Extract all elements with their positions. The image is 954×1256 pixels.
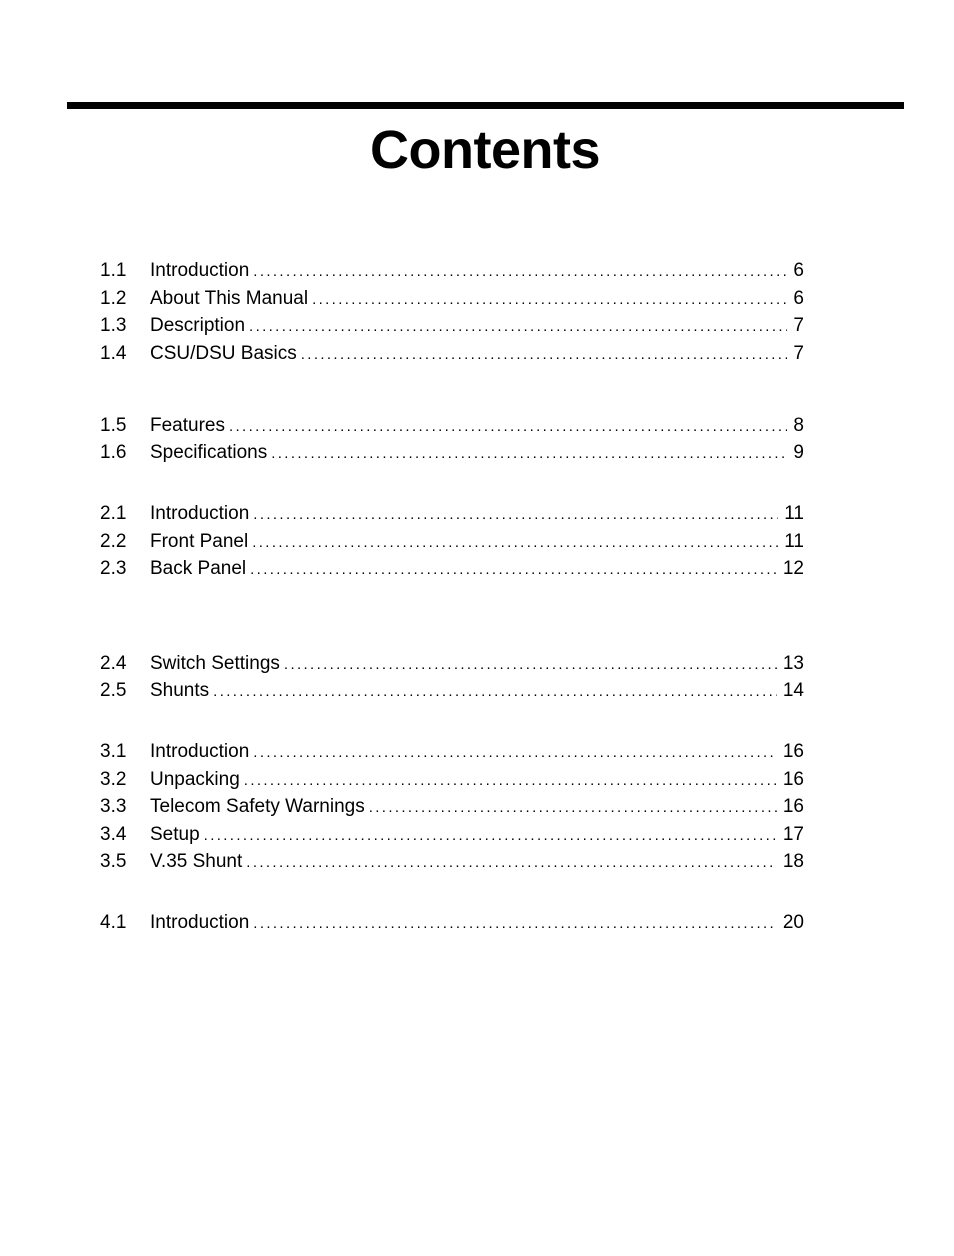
toc-dot-leader — [369, 796, 777, 820]
toc-page-number: 18 — [782, 851, 804, 872]
toc-section-title: Shunts — [150, 680, 210, 701]
toc-section-title: Introduction — [150, 503, 250, 524]
toc-section-title: Features — [150, 415, 225, 436]
toc-entry[interactable] — [100, 441, 804, 465]
toc-entry[interactable] — [100, 768, 804, 792]
toc-section-number: 3.2 — [100, 769, 127, 790]
toc-section-title: Telecom Safety Warnings — [150, 796, 365, 817]
toc-section-title: Introduction — [150, 741, 250, 762]
toc-section-number: 3.1 — [100, 741, 127, 762]
toc-page-number: 16 — [782, 769, 804, 790]
toc-entry[interactable] — [100, 850, 804, 874]
toc-page-number: 11 — [784, 503, 804, 524]
toc-page-number: 7 — [793, 343, 804, 364]
toc-section-number: 1.4 — [100, 343, 127, 364]
toc-dot-leader — [253, 912, 777, 936]
toc-section-title: V.35 Shunt — [150, 851, 243, 872]
toc-dot-leader — [246, 851, 777, 875]
toc-section-number: 2.3 — [100, 558, 127, 579]
toc-dot-leader — [229, 415, 787, 439]
page-title: Contents — [370, 120, 600, 180]
toc-section-number: 3.5 — [100, 851, 127, 872]
toc-page-number: 16 — [782, 741, 804, 762]
toc-entry[interactable] — [100, 557, 804, 581]
toc-entry[interactable] — [100, 823, 804, 847]
toc-section-number: 1.6 — [100, 442, 127, 463]
toc-dot-leader — [250, 558, 777, 582]
toc-section-title: Specifications — [150, 442, 268, 463]
toc-dot-leader — [253, 741, 777, 765]
toc-entry[interactable] — [100, 795, 804, 819]
toc-section-number: 2.5 — [100, 680, 127, 701]
toc-page-number: 11 — [784, 531, 804, 552]
toc-section-number: 3.3 — [100, 796, 127, 817]
toc-section-title: Introduction — [150, 912, 250, 933]
toc-section-number: 1.2 — [100, 288, 127, 309]
toc-dot-leader — [284, 653, 777, 677]
toc-section-number: 2.1 — [100, 503, 127, 524]
toc-section-title: Introduction — [150, 260, 250, 281]
toc-dot-leader — [249, 315, 787, 339]
toc-entry[interactable] — [100, 287, 804, 311]
toc-entry[interactable] — [100, 414, 804, 438]
toc-entry[interactable] — [100, 652, 804, 676]
toc-section-title: Front Panel — [150, 531, 249, 552]
toc-entry[interactable] — [100, 502, 804, 526]
header-rule — [67, 102, 904, 109]
toc-section-number: 4.1 — [100, 912, 127, 933]
toc-section-title: Description — [150, 315, 246, 336]
toc-dot-leader — [244, 769, 777, 793]
toc-dot-leader — [253, 503, 778, 527]
toc-section-number: 1.5 — [100, 415, 127, 436]
toc-dot-leader — [252, 531, 778, 555]
toc-entry[interactable] — [100, 911, 804, 935]
toc-section-title: Switch Settings — [150, 653, 280, 674]
toc-dot-leader — [204, 824, 777, 848]
toc-section-number: 1.3 — [100, 315, 127, 336]
toc-section-number: 3.4 — [100, 824, 127, 845]
toc-section-number: 2.4 — [100, 653, 127, 674]
toc-dot-leader — [301, 343, 788, 367]
toc-page-number: 20 — [782, 912, 804, 933]
toc-entry[interactable] — [100, 342, 804, 366]
toc-page-number: 12 — [782, 558, 804, 579]
toc-section-number: 1.1 — [100, 260, 127, 281]
toc-page-number: 14 — [782, 680, 804, 701]
toc-page-number: 17 — [782, 824, 804, 845]
toc-page-number: 6 — [793, 288, 804, 309]
toc-section-title: Setup — [150, 824, 200, 845]
toc-section-number: 2.2 — [100, 531, 127, 552]
toc-page-number: 16 — [782, 796, 804, 817]
toc-section-title: Back Panel — [150, 558, 247, 579]
toc-dot-leader — [253, 260, 787, 284]
toc-page-number: 13 — [782, 653, 804, 674]
toc-section-title: CSU/DSU Basics — [150, 343, 297, 364]
toc-page-number: 8 — [793, 415, 804, 436]
toc-dot-leader — [213, 680, 777, 704]
toc-page-number: 7 — [793, 315, 804, 336]
toc-entry[interactable] — [100, 530, 804, 554]
toc-entry[interactable] — [100, 679, 804, 703]
toc-section-title: About This Manual — [150, 288, 309, 309]
toc-dot-leader — [271, 442, 787, 466]
toc-page-number: 9 — [793, 442, 804, 463]
toc-dot-leader — [312, 288, 787, 312]
toc-section-title: Unpacking — [150, 769, 240, 790]
toc-entry[interactable] — [100, 259, 804, 283]
toc-page-number: 6 — [793, 260, 804, 281]
toc-entry[interactable] — [100, 740, 804, 764]
toc-entry[interactable] — [100, 314, 804, 338]
